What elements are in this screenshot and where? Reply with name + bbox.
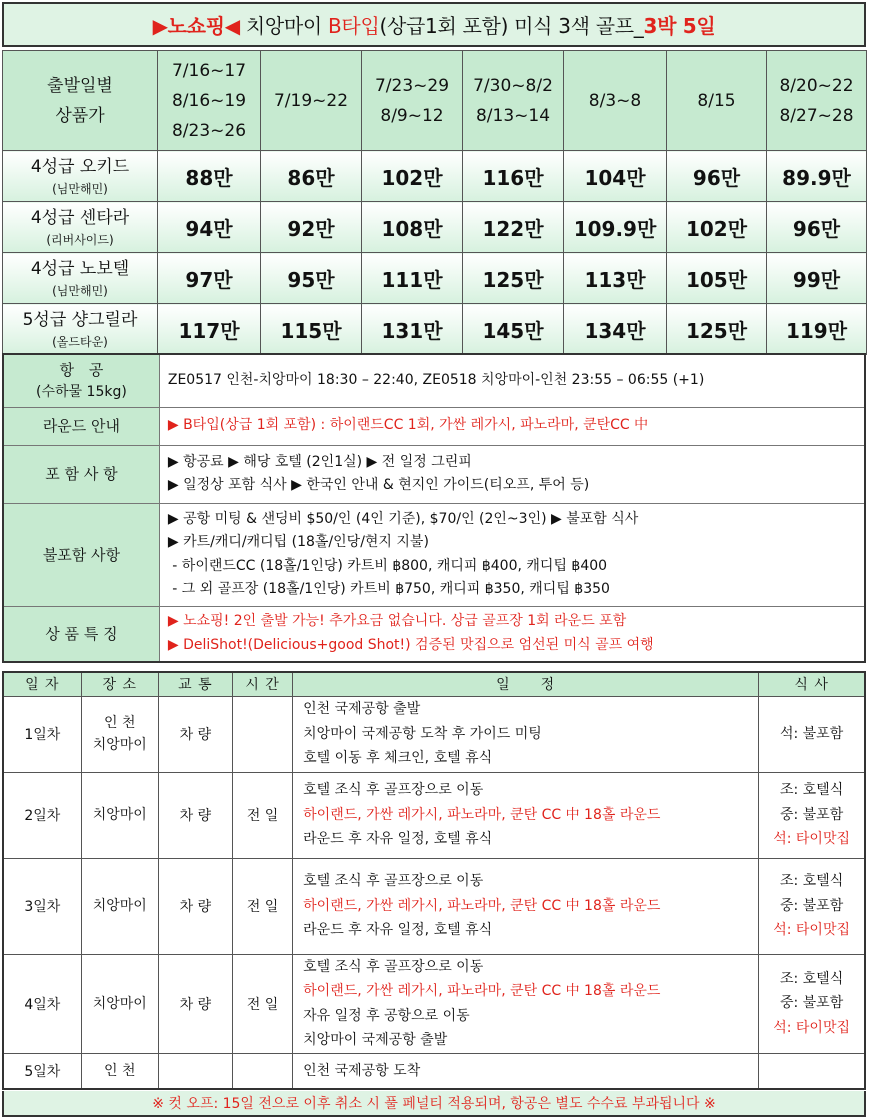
period-header xyxy=(564,51,667,151)
schedule-header: 교 통 xyxy=(158,672,232,696)
excluded-line: ▶ 카트/캐디/캐디팁 (18홀/인당/현지 지불) xyxy=(167,534,429,550)
price-cell: 104만 xyxy=(564,151,667,202)
air-value: ZE0517 인천-치앙마이 18:30 – 22:40, ZE0518 치앙마이-인천 23:55 – 06:55 (+1) xyxy=(159,354,865,407)
info-row-features xyxy=(3,606,865,662)
period-line: 8/15 xyxy=(697,90,736,111)
period-header xyxy=(767,51,867,151)
period-header xyxy=(261,51,362,151)
meal-line: 석: 타이맛집 xyxy=(773,1019,850,1036)
excluded-label: 불포함 사항 xyxy=(3,503,159,606)
price-cell: 117만 xyxy=(158,304,261,355)
hotel-cell xyxy=(3,202,158,253)
excluded-line: - 그 외 골프장 (18홀/1인당) 카트비 ฿750, 캐디피 ฿350, 캐디팁 ฿350 xyxy=(167,581,610,597)
schedule-header: 일 정 xyxy=(293,672,759,696)
cutoff-notice: ※ 컷 오프: 15일 전으로 이후 취소 시 풀 페널티 적용되며, 항공은 별도 수수료 부과됩니다 ※ xyxy=(2,1091,866,1117)
transport-cell xyxy=(158,1053,232,1089)
schedule-row xyxy=(3,696,865,772)
round-value: ▶ B타입(상급 1회 포함) : 하이랜드CC 1회, 가싼 레가시, 파노라마, 쿤탄CC 中 xyxy=(159,407,865,445)
place-line: 인 천 xyxy=(104,715,136,731)
event-line: 치앙마이 국제공항 도착 후 가이드 미팅 xyxy=(303,725,542,742)
hotel-name: 5성급 샹그릴라 xyxy=(22,310,138,330)
meal-cell xyxy=(759,954,865,1053)
schedule-row xyxy=(3,772,865,858)
included-line: ▶ 일정상 포함 식사 ▶ 한국인 안내 & 현지인 가이드(티오프, 투어 등) xyxy=(167,477,590,493)
time-cell: 전 일 xyxy=(233,858,293,954)
schedule-header-row xyxy=(3,672,865,696)
price-cell: 102만 xyxy=(362,151,463,202)
excluded-line: - 하이랜드CC (18홀/1인당) 카트비 ฿800, 캐디피 ฿400, 캐디팁 ฿400 xyxy=(167,557,608,574)
event-cell xyxy=(293,954,759,1053)
hotel-area: (님만해민) xyxy=(52,284,108,298)
place-line: 치앙마이 xyxy=(92,898,147,914)
hotel-name: 4성급 센타라 xyxy=(30,208,130,228)
event-line: 인천 국제공항 출발 xyxy=(303,701,421,718)
meal-cell xyxy=(759,772,865,858)
features-line: ▶ 노쇼핑! 2인 출발 가능! 추가요금 없습니다. 상급 골프장 1회 라운드 포함 xyxy=(167,613,627,630)
day-cell: 2일차 xyxy=(3,772,81,858)
place-line: 치앙마이 xyxy=(92,737,147,753)
hotel-name: 4성급 노보텔 xyxy=(30,259,130,279)
meal-line: 조: 호텔식 xyxy=(779,873,844,890)
transport-cell: 차 량 xyxy=(158,954,232,1053)
schedule-row xyxy=(3,954,865,1053)
event-line: 호텔 조식 후 골프장으로 이동 xyxy=(303,782,484,799)
title-rest: (상급1회 포함) 미식 3색 골프_ xyxy=(379,14,644,38)
price-cell: 86만 xyxy=(261,151,362,202)
period-line: 7/23~29 xyxy=(374,75,450,96)
air-label-line: 항 공 xyxy=(59,360,104,379)
period-line: 7/16~17 xyxy=(171,60,247,81)
price-cell: 125만 xyxy=(667,304,767,355)
period-header xyxy=(362,51,463,151)
title-text: 치앙마이 xyxy=(239,14,329,38)
period-header xyxy=(463,51,564,151)
day-cell: 4일차 xyxy=(3,954,81,1053)
meal-line: 중: 불포함 xyxy=(779,995,844,1012)
place-line: 인 천 xyxy=(104,1062,136,1079)
meal-cell xyxy=(759,858,865,954)
price-cell: 88만 xyxy=(158,151,261,202)
hotel-price-row xyxy=(3,304,867,355)
excluded-line: ▶ 공항 미팅 & 샌딩비 $50/인 (4인 기준), $70/인 (2인~3인) ▶ 불포함 식사 xyxy=(167,510,639,527)
period-line: 8/20~22 xyxy=(779,75,854,96)
title-type: B타입 xyxy=(328,14,380,38)
schedule-header: 시 간 xyxy=(233,672,293,696)
air-label xyxy=(3,354,159,407)
hotel-cell xyxy=(3,304,158,355)
air-label-line: (수하물 15kg) xyxy=(36,383,127,400)
transport-cell: 차 량 xyxy=(158,858,232,954)
meal-line: 조: 호텔식 xyxy=(779,782,844,799)
included-label: 포 함 사 항 xyxy=(3,445,159,503)
header-label-line: 상품가 xyxy=(55,105,105,126)
transport-cell: 차 량 xyxy=(158,696,232,772)
event-line: 호텔 이동 후 체크인, 호텔 휴식 xyxy=(303,750,493,767)
price-header-row xyxy=(3,51,867,151)
meal-line: 석: 불포함 xyxy=(779,725,844,742)
day-cell: 5일차 xyxy=(3,1053,81,1089)
period-line: 7/19~22 xyxy=(273,90,349,111)
price-cell: 108만 xyxy=(362,202,463,253)
place-cell xyxy=(81,696,158,772)
price-cell: 145만 xyxy=(463,304,564,355)
period-header xyxy=(158,51,261,151)
event-cell xyxy=(293,696,759,772)
meal-line: 중: 불포함 xyxy=(779,806,844,823)
schedule-header: 식 사 xyxy=(759,672,865,696)
day-cell: 3일차 xyxy=(3,858,81,954)
header-label-line: 출발일별 xyxy=(47,75,113,96)
title-duration: 3박 5일 xyxy=(643,14,716,38)
event-line: 하이랜드, 가싼 레가시, 파노라마, 쿤탄 CC 中 18홀 라운드 xyxy=(303,806,661,823)
time-cell xyxy=(233,1053,293,1089)
price-cell: 92만 xyxy=(261,202,362,253)
period-line: 8/3~8 xyxy=(588,90,642,111)
place-cell xyxy=(81,1053,158,1089)
hotel-price-row xyxy=(3,253,867,304)
hotel-area: (리버사이드) xyxy=(46,233,114,247)
price-cell: 111만 xyxy=(362,253,463,304)
price-cell: 96만 xyxy=(667,151,767,202)
price-cell: 102만 xyxy=(667,202,767,253)
day-cell: 1일차 xyxy=(3,696,81,772)
included-value xyxy=(159,445,865,503)
features-line: ▶ DeliShot!(Delicious+good Shot!) 검증된 맛집으로 엄선된 미식 골프 여행 xyxy=(167,636,654,653)
place-cell xyxy=(81,772,158,858)
price-cell: 131만 xyxy=(362,304,463,355)
price-cell: 119만 xyxy=(767,304,867,355)
event-line: 라운드 후 자유 일정, 호텔 휴식 xyxy=(303,922,493,939)
event-line: 라운드 후 자유 일정, 호텔 휴식 xyxy=(303,831,493,848)
event-line: 하이랜드, 가싼 레가시, 파노라마, 쿤탄 CC 中 18홀 라운드 xyxy=(303,897,661,914)
info-table xyxy=(2,353,866,663)
meal-cell xyxy=(759,1053,865,1089)
price-cell: 116만 xyxy=(463,151,564,202)
time-cell: 전 일 xyxy=(233,772,293,858)
meal-line: 중: 불포함 xyxy=(779,897,844,914)
schedule-header: 일 자 xyxy=(3,672,81,696)
time-cell: 전 일 xyxy=(233,954,293,1053)
round-label: 라운드 안내 xyxy=(3,407,159,445)
price-cell: 94만 xyxy=(158,202,261,253)
price-cell: 105만 xyxy=(667,253,767,304)
event-line: 호텔 조식 후 골프장으로 이동 xyxy=(303,958,484,975)
info-row-round xyxy=(3,407,865,445)
meal-line: 석: 타이맛집 xyxy=(773,831,850,848)
price-cell: 97만 xyxy=(158,253,261,304)
meal-line: 석: 타이맛집 xyxy=(773,922,850,939)
price-cell: 122만 xyxy=(463,202,564,253)
price-cell: 109.9만 xyxy=(564,202,667,253)
period-line: 8/16~19 xyxy=(171,90,247,111)
price-header-label xyxy=(3,51,158,151)
hotel-area: (님만해민) xyxy=(52,182,108,196)
period-line: 8/23~26 xyxy=(171,120,247,141)
hotel-cell xyxy=(3,151,158,202)
price-cell: 96만 xyxy=(767,202,867,253)
features-value xyxy=(159,606,865,662)
meal-cell xyxy=(759,696,865,772)
page-title xyxy=(2,2,866,47)
place-line: 치앙마이 xyxy=(92,807,147,823)
excluded-value xyxy=(159,503,865,606)
period-line: 7/30~8/2 xyxy=(473,75,553,96)
event-cell xyxy=(293,858,759,954)
event-line: 인천 국제공항 도착 xyxy=(303,1062,421,1079)
price-cell: 95만 xyxy=(261,253,362,304)
schedule-row xyxy=(3,858,865,954)
price-cell: 115만 xyxy=(261,304,362,355)
period-line: 8/27~28 xyxy=(779,105,854,126)
meal-line: 조: 호텔식 xyxy=(779,970,844,987)
event-line: 하이랜드, 가싼 레가시, 파노라마, 쿤탄 CC 中 18홀 라운드 xyxy=(303,983,661,999)
period-line: 8/9~12 xyxy=(380,105,444,126)
hotel-area: (올드타운) xyxy=(52,335,108,349)
place-cell xyxy=(81,954,158,1053)
period-line: 8/13~14 xyxy=(475,105,551,126)
price-cell: 125만 xyxy=(463,253,564,304)
features-label: 상 품 특 징 xyxy=(3,606,159,662)
schedule-row xyxy=(3,1053,865,1089)
hotel-price-row xyxy=(3,202,867,253)
place-line: 치앙마이 xyxy=(92,995,147,1012)
info-row-excluded xyxy=(3,503,865,606)
hotel-name: 4성급 오키드 xyxy=(30,157,130,177)
price-cell: 113만 xyxy=(564,253,667,304)
schedule-table xyxy=(2,671,866,1090)
period-header xyxy=(667,51,767,151)
transport-cell: 차 량 xyxy=(158,772,232,858)
event-line: 호텔 조식 후 골프장으로 이동 xyxy=(303,873,484,890)
schedule-header: 장 소 xyxy=(81,672,158,696)
title-tag: ▶노쇼핑◀ xyxy=(152,14,240,38)
price-cell: 134만 xyxy=(564,304,667,355)
hotel-cell xyxy=(3,253,158,304)
price-cell: 99만 xyxy=(767,253,867,304)
included-line: ▶ 항공료 ▶ 해당 호텔 (2인1실) ▶ 전 일정 그린피 xyxy=(167,453,472,470)
place-cell xyxy=(81,858,158,954)
event-line: 자유 일정 후 공항으로 이동 xyxy=(303,1007,470,1024)
info-row-included xyxy=(3,445,865,503)
hotel-price-row xyxy=(3,151,867,202)
price-cell: 89.9만 xyxy=(767,151,867,202)
event-line: 치앙마이 국제공항 출발 xyxy=(303,1032,448,1048)
event-cell xyxy=(293,772,759,858)
info-row-air xyxy=(3,354,865,407)
price-table xyxy=(2,50,867,355)
time-cell xyxy=(233,696,293,772)
event-cell xyxy=(293,1053,759,1089)
